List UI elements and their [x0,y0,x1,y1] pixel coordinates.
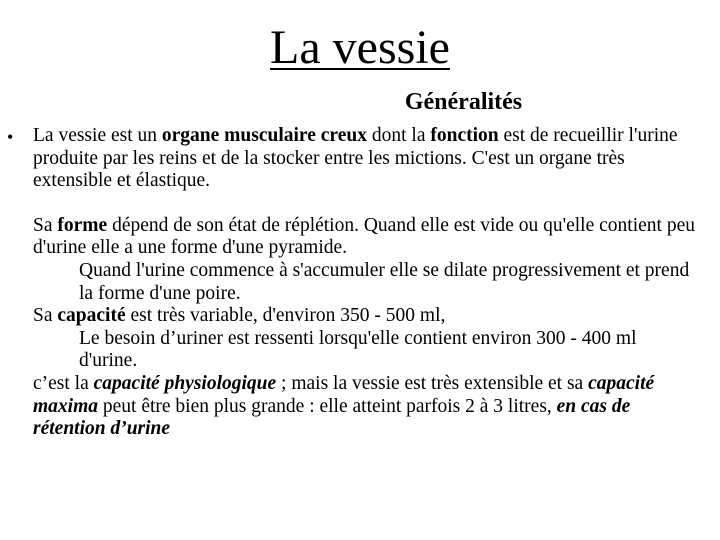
paragraph-gap [33,193,698,215]
text-run: La vessie est un [33,125,162,146]
text-run: est très variable, d'environ 350 - 500 ml, [125,305,446,327]
bold-term: organe musculaire creux [161,125,367,146]
text-run: est de recueillir l'urine produite par les reins et de la stocker entre les mictions. C'est un organe très extensible et élastique. [33,125,678,192]
text-run: Sa [33,214,58,236]
paragraph-capacity [33,305,698,328]
bold-italic-term: capacité physiologique [93,372,277,394]
paragraph-shape [33,215,698,260]
slide-subtitle [0,85,720,119]
bold-term: fonction [430,125,499,146]
bold-italic-term: en cas de rétention d’urine [33,395,631,440]
paragraph-dilation [33,260,698,305]
text-run: ; mais la vessie est très extensible et sa [276,372,589,394]
text-run: dont la [366,125,431,146]
slide-title-text: La vessie [270,21,450,74]
slide-title [0,20,720,76]
paragraph-definition [33,125,698,193]
bold-term: capacité [57,305,126,327]
paragraph-physiological-capacity [33,373,698,441]
text-run: c’est la [33,372,94,394]
bullet-icon: • [7,127,14,147]
slide-subtitle-text: Généralités [404,89,523,115]
text-run: peut être bien plus grande : elle atteint parfois 2 à 3 litres, [98,395,557,417]
text-run: Quand l'urine commence à s'accumuler elle se dilate progressivement et prend la forme d'une poire. [79,259,690,304]
text-run: Sa [33,305,58,327]
bold-italic-term: capacité maxima [33,372,655,417]
bold-term: forme [57,214,108,236]
text-run: Le besoin d’uriner est ressenti lorsqu'elle contient environ 300 - 400 ml d'urine. [79,327,637,372]
text-run: dépend de son état de réplétion. Quand elle est vide ou qu'elle contient peu d'urine elle a une forme d'une pyramide. [33,214,695,259]
paragraph-urge [33,328,698,373]
body-text [33,125,698,441]
